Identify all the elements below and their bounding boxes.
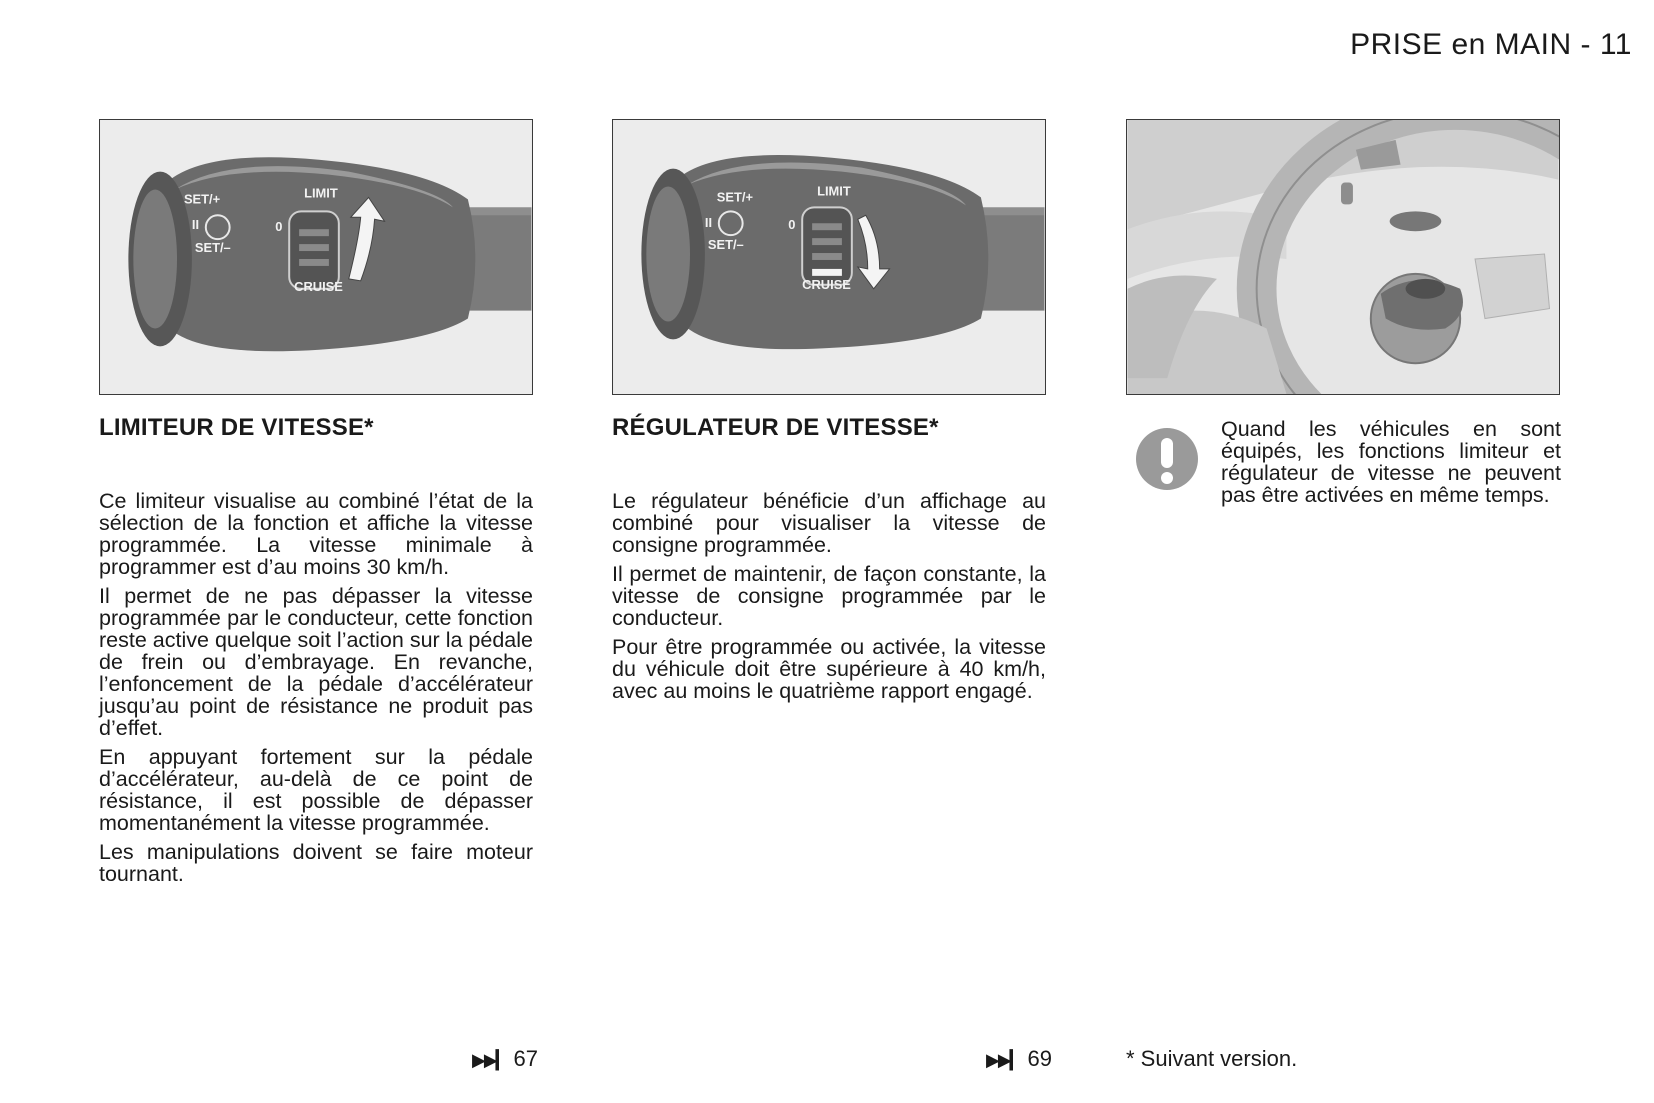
cruise-label: CRUISE xyxy=(294,278,343,294)
steering-wheel-illustration xyxy=(1127,120,1559,394)
limiter-title: LIMITEUR DE VITESSE* xyxy=(99,414,374,441)
regulator-paragraph-1: Le régulateur bénéficie d’un affichage au combiné pour visualiser la vitesse de consigne programmée. xyxy=(612,489,1046,557)
limiter-page-reference[interactable] xyxy=(472,1046,538,1072)
limiter-page-ref-number: 67 xyxy=(513,1046,539,1071)
limiter-paragraph-3: En appuyant fortement sur la pédale d’accélérateur, au-delà de ce point de résistance, il est possible de dépasser momentanément la vitesse programmée. xyxy=(99,745,533,835)
header-separator: - xyxy=(1580,28,1600,61)
regulator-paragraph-3: Pour être programmée ou activée, la vitesse du véhicule doit être supérieure à 40 km/h, avec au moins le quatrième rapport engagé. xyxy=(612,635,1046,703)
regulator-stalk-illustration xyxy=(613,120,1045,394)
page-number: 11 xyxy=(1599,28,1632,61)
set-plus-label: SET/+ xyxy=(183,191,221,207)
footnote: * Suivant version. xyxy=(1126,1046,1298,1071)
limit-label: LIMIT xyxy=(817,183,851,199)
pause-label: II xyxy=(191,217,200,233)
pause-label: II xyxy=(704,215,713,231)
zero-label: 0 xyxy=(788,217,796,233)
regulator-stalk-figure xyxy=(612,119,1046,395)
cruise-label: CRUISE xyxy=(802,276,851,292)
set-minus-label: SET/– xyxy=(707,237,744,253)
limiter-section xyxy=(99,414,533,892)
limit-label: LIMIT xyxy=(304,185,338,201)
note-box xyxy=(1221,418,1561,513)
note-text: Quand les véhicules en sont équipés, les fonctions limiteur et régulateur de vitesse ne peuvent pas être activées en même temps. xyxy=(1221,417,1561,507)
regulator-title: RÉGULATEUR DE VITESSE* xyxy=(612,414,939,441)
limiter-stalk-illustration xyxy=(100,120,532,394)
page-header xyxy=(954,28,1654,62)
limiter-paragraph-2: Il permet de ne pas dépasser la vitesse programmée par le conducteur, cette fonction reste active quelque soit l’action sur la pédale de frein ou d’embrayage. En revanche, l’enfoncement de la pédale d’accélérateur jusqu’au point de résistance ne produit pas d’effet. xyxy=(99,584,533,740)
limiter-paragraph-1: Ce limiteur visualise au combiné l’état de la sélection de la fonction et affiche la vitesse programmée. La vitesse minimale à programmer est d’au moins 30 km/h. xyxy=(99,489,533,579)
section-title: PRISE en MAIN xyxy=(1350,28,1572,61)
regulator-page-reference[interactable] xyxy=(986,1046,1052,1072)
set-minus-label: SET/– xyxy=(194,240,231,256)
steering-wheel-figure xyxy=(1126,119,1560,395)
warning-exclamation-icon xyxy=(1134,426,1200,492)
limiter-paragraph-4: Les manipulations doivent se faire moteur tournant. xyxy=(99,840,533,886)
set-plus-label: SET/+ xyxy=(716,189,754,205)
regulator-section xyxy=(612,414,1046,709)
fast-forward-icon: ▶▶▎ xyxy=(472,1050,508,1070)
limiter-stalk-figure xyxy=(99,119,533,395)
regulator-page-ref-number: 69 xyxy=(1027,1046,1053,1071)
fast-forward-icon: ▶▶▎ xyxy=(986,1050,1022,1070)
regulator-paragraph-2: Il permet de maintenir, de façon constante, la vitesse de consigne programmée par le conducteur. xyxy=(612,562,1046,630)
zero-label: 0 xyxy=(275,219,283,235)
